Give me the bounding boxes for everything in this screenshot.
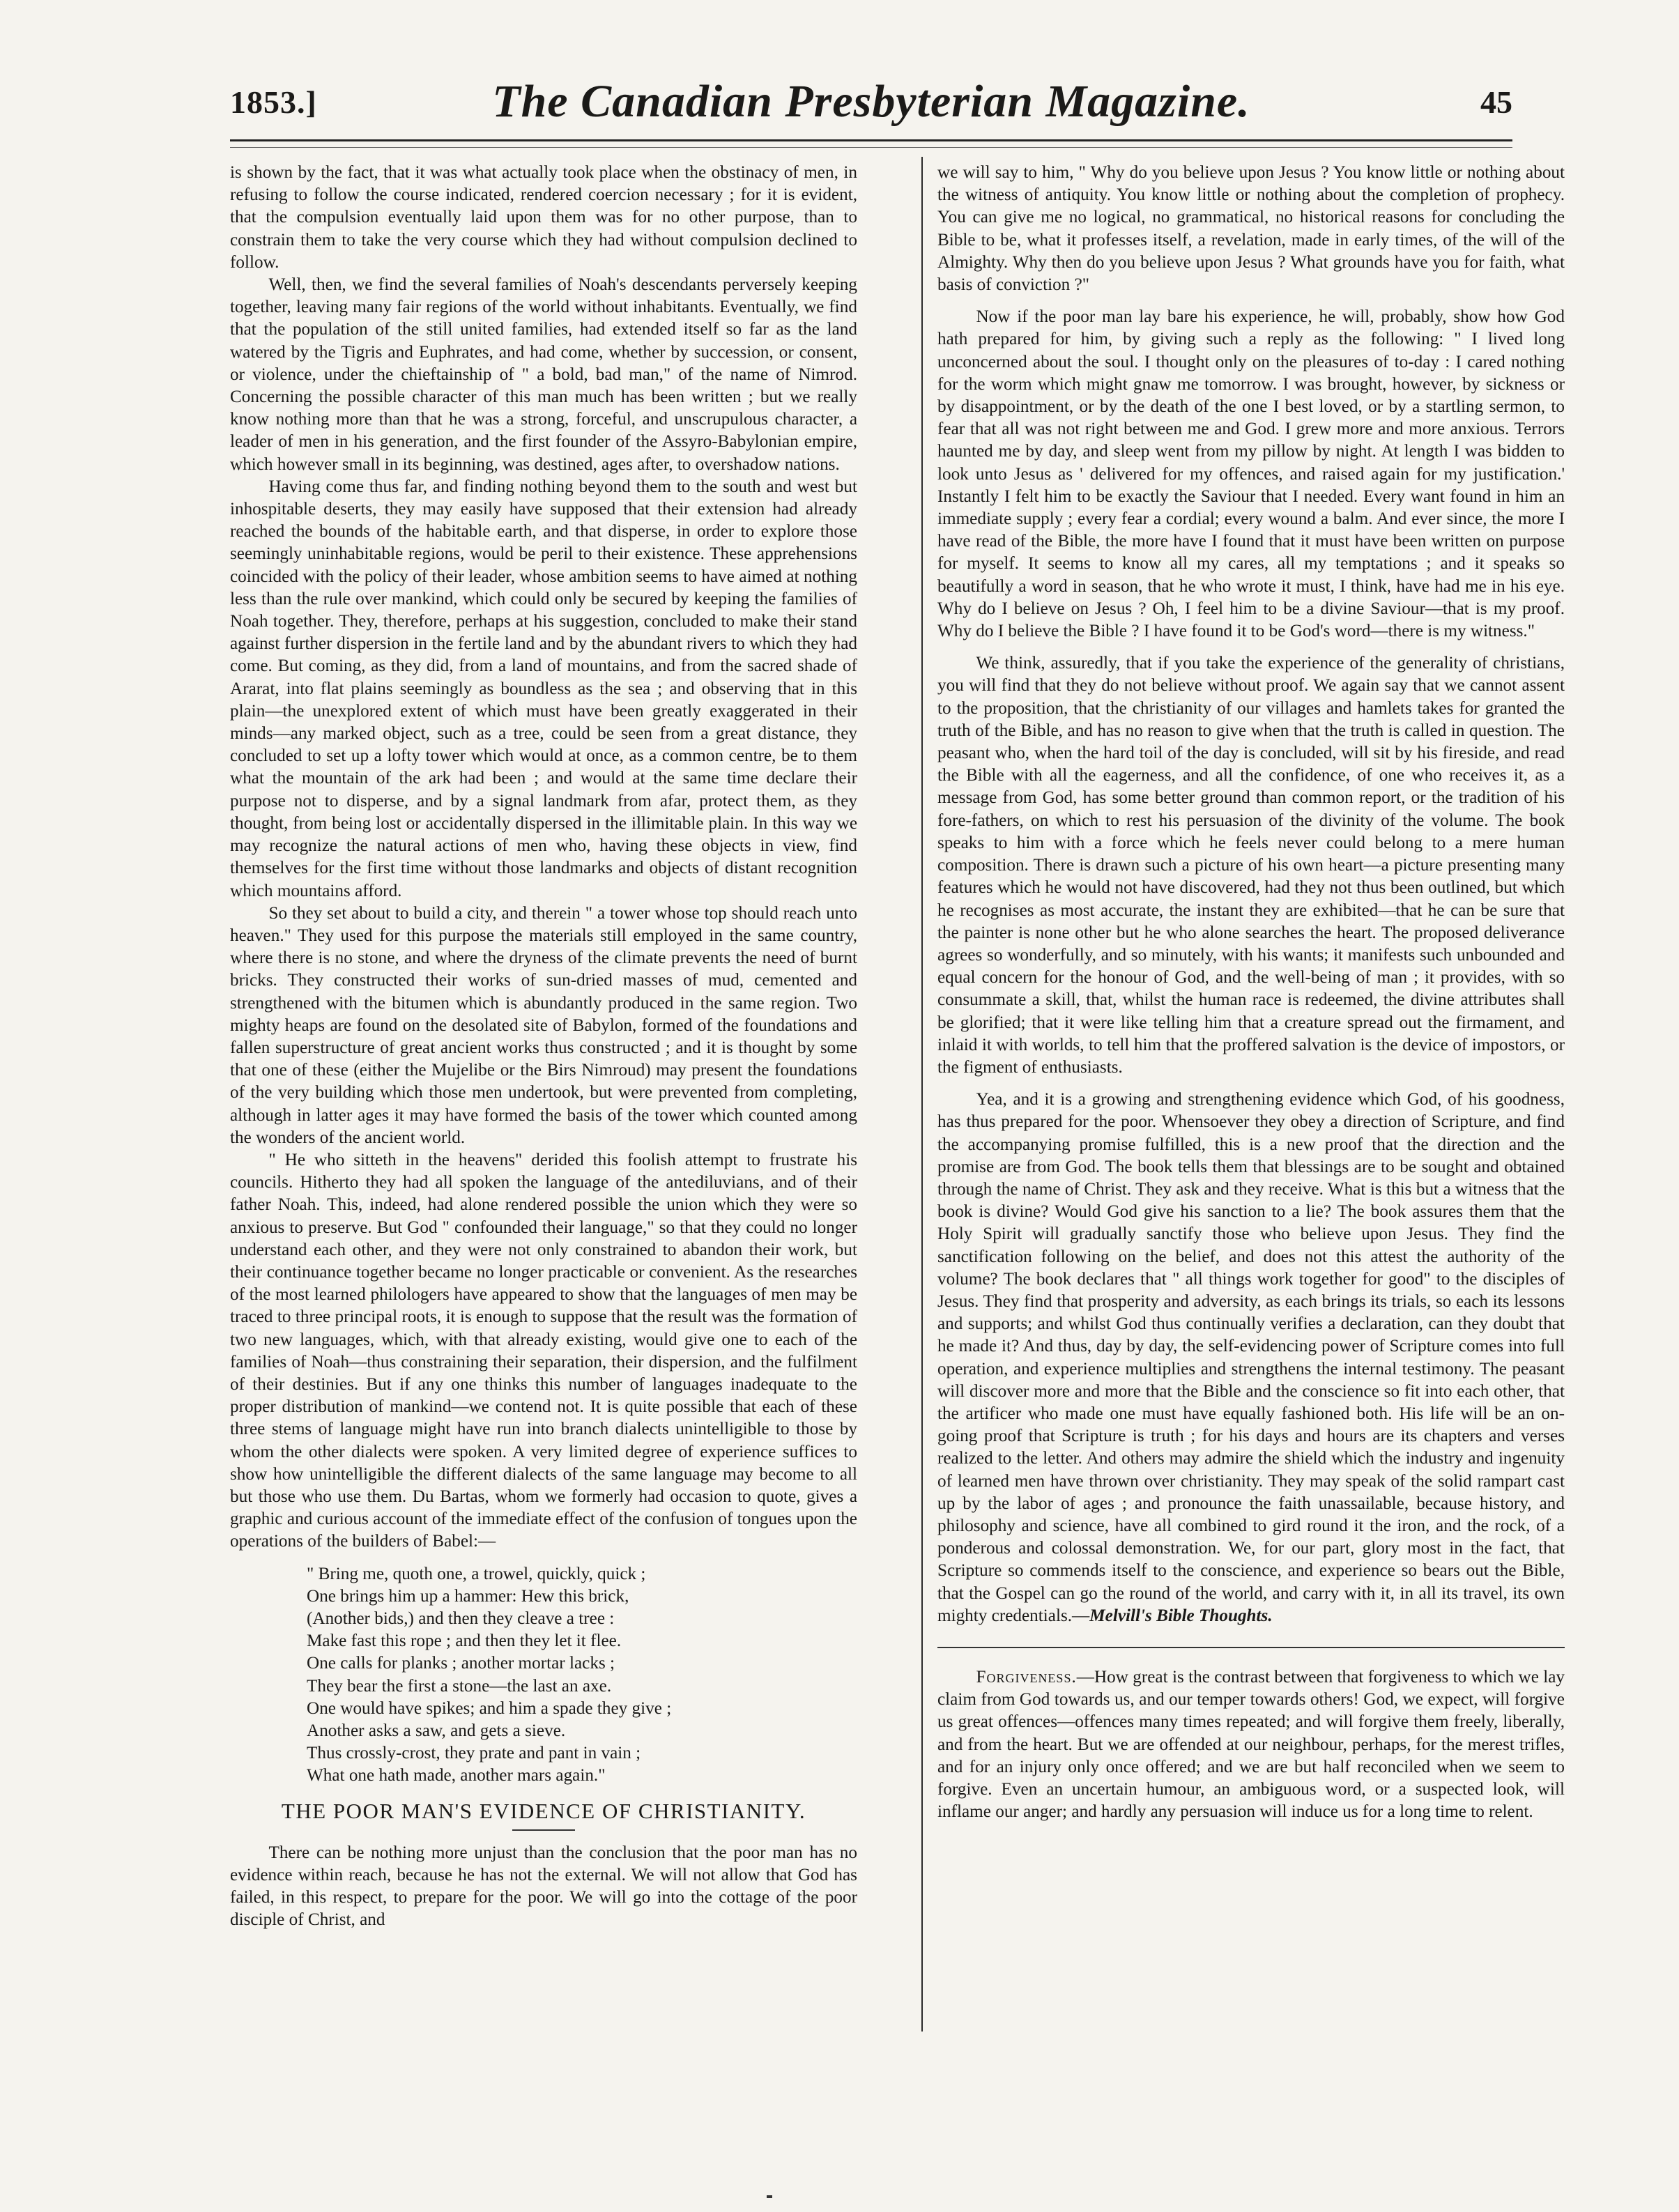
poem-line: Make fast this rope ; and then they let it flee. [307,1631,622,1651]
poem-line: " Bring me, quoth one, a trowel, quickly, quick ; [307,1564,646,1583]
left-column [230,162,857,1932]
right-column [937,162,1565,1823]
poem-line: Thus crossly-crost, they prate and pant in vain ; [307,1744,641,1763]
column-divider [921,157,923,2031]
poem-line: One would have spikes; and him a spade they give ; [307,1698,672,1718]
poem-line: Another asks a saw, and gets a sieve. [307,1721,566,1741]
paragraph: " He who sitteth in the heavens" derided this foolish attempt to frustrate his councils. Hitherto they had all spoken the language of the antediluvians, and of their father Noah. This, indeed, had alone rendered possible the union which they were so anxious to preserve. But God " confounded their language," so that they could no longer understand each other, and they were not only constrained to abandon their work, but their continuance together became no longer practicable or convenient. As the researches of the most learned philologers have appeared to show that the languages of men may be traced to three principal roots, it is enough to suppose that the result was the formation of two new languages, which, with that already existing, would give one to each of the families of Noah—thus constraining their separation, their dispersion, and the fulfilment of their destinies. But if any one thinks this number of languages inadequate to the proper distribution of mankind—we contend not. It is quite possible that each of these three stems of language might have run into branch dialects unintelligible to those by whom the other dialects were spoken. A very limited degree of experience suffices to show how unintelligible the different dialects of the same language may become to all but those who use them. Du Bartas, whom we formerly had occasion to quote, gives a graphic and curious account of the immediate effect of the confusion of tongues upon the operations of the builders of Babel:— [230,1150,857,1551]
paragraph: So they set about to build a city, and therein " a tower whose top should reach unto heaven." They used for this purpose the materials still employed in the same country, where there is no stone, and where the dryness of the climate prevents the need of burnt bricks. They constructed their works of sun-dried masses of mud, cemented and strengthened with the bitumen which is abundantly produced in the same region. Two mighty heaps are found on the desolated site of Babylon, formed of the foundations and fallen superstructure of great ancient works thus constructed ; and it is thought by some that one of these (either the Mujelibe or the Birs Nimroud) may present the foundations of the very building which those men undertook, but were prevented from completing, although in latter ages it may have formed the basis of the tower which counted among the wonders of the ancient world. [230,903,857,1147]
paragraph: we will say to him, " Why do you believe upon Jesus ? You know little or nothing about the witness of antiquity. You know little or nothing about the completion of prophecy. You can give me no logical, no grammatical, no historical reasons for concluding the Bible to be, what it professes itself, a revelation, made in early times, of the will of the Almighty. Why then do you believe upon Jesus ? What grounds have you for faith, what basis of conviction ?" [937,163,1565,295]
header-year: 1853.] [230,84,317,120]
poem-line: (Another bids,) and then they cleave a tree : [307,1609,615,1628]
running-head [230,70,1512,139]
forgiveness-text: —How great is the contrast between that forgiveness to which we lay claim from God towards us, and our temper towards others! God, we expect, will forgive us great offences—offences many times repeated; and will forgive them freely, liberally, and from the heart. But we are offended at our neighbour, perhaps, for the merest trifles, and for an injury only once offered; and we are but half reconciled when we seem to forgive. Even an uncertain humour, an ambiguous word, or a suspected look, will inflame our anger; and hardly any persuasion will induce us for a long time to relent. [937,1668,1565,1822]
magazine-title: The Canadian Presbyterian Magazine. [492,76,1250,127]
poem-quotation [230,1563,857,1788]
paragraph: There can be nothing more unjust than the conclusion that the poor man has no evidence within reach, because he has not the external. We will not allow that God has failed, in this respect, to prepare for the poor. We will go into the cottage of the poor disciple of Christ, and [230,1843,857,1930]
article-title: THE POOR MAN'S EVIDENCE OF CHRISTIANITY. [281,1798,806,1823]
poem-line: What one hath made, another mars again." [307,1766,606,1785]
paragraph: We think, assuredly, that if you take the experience of the generality of christians, you will find that they do not believe without proof. We again say that we cannot assent to the proposition, that the christianity of our villages and hamlets takes for granted the truth of the Bible, and has no reason to give when that the truth is called in question. The peasant who, when the hard toil of the day is concluded, will sit by his fireside, and read the Bible with all the eagerness, and all the confidence, of one who receives it, as a message from God, has some better ground than common report, or the tradition of his fore-fathers, on which to rest his persuasion of the divinity of the volume. The book speaks to him with a force which he feels never could belong to a mere human composition. There is drawn such a picture of his own heart—a picture presenting many features which he would not have discovered, had they not thus been outlined, but which he recognises as most accurate, the instant they are exhibited—that he can be sure that the painter is none other but he who alone searches the heart. The proposed deliverance agrees so wonderfully, and so minutely, with his wants; it manifests such unbounded and equal concern for the honour of God, and the well-being of man ; it provides, with so consummate a skill, that, whilst the human race is redeemed, the divine attributes shall be glorified; that it were like telling him that a creature spread out the firmament, and inlaid it with worlds, to tell him that the proffered salvation is the device of impostors, or the figment of enthusiasts. [937,654,1565,1077]
footer-mark [767,2195,772,2198]
forgiveness-heading: Forgiveness. [976,1668,1077,1687]
attribution: Melvill's Bible Thoughts. [1089,1606,1273,1625]
page-number: 45 [1480,84,1512,120]
poem-line: One calls for planks ; another mortar lacks ; [307,1654,615,1673]
paragraph: Now if the poor man lay bare his experience, he will, probably, show how God hath prepared for him, by giving such a reply as the following: " I lived long unconcerned about the soul. I thought only on the pleasures of to-day : I cared nothing for the worm which might gnaw me tomorrow. I was brought, however, by sickness or by disappointment, or by the death of the one I best loved, or by a startling sermon, to fear that all was not right between me and God. I grew more and more anxious. Terrors haunted me by day, and sleep went from my pillow by night. At length I was bidden to look unto Jesus as ' delivered for my offences, and raised again for my justification.' Instantly I felt him to be exactly the Saviour that I needed. Every want found in him an immediate supply ; every fear a cordial; every wound a balm. And ever since, the more I have read of the Bible, the more have I found that it must have been written on purpose for myself. It seems to know all my cares, all my temptations ; and it speaks so beautifully a word in season, that he who wrote it must, I think, have had me in his eye. Why do I believe on Jesus ? Oh, I feel him to be a divine Saviour—that is my proof. Why do I believe the Bible ? I have found it to be God's word—there is my witness." [937,307,1565,641]
paragraph [937,1089,1565,1627]
poem-line: They bear the first a stone—the last an axe. [307,1676,612,1696]
paragraph-text: Yea, and it is a growing and strengthening evidence which God, of his goodness, has thus prepared for the poor. Whensoever they obey a direction of Scripture, and find the accompanying promise fulfilled, this is a new proof that the direction and the promise are from God. The book tells them that blessings are to be sought and obtained through the name of Christ. They ask and they receive. What is this but a witness that the book is divine? Would God give his sanction to a lie? The book assures them that the Holy Spirit will gradually sanctify those who believe upon Jesus. They find the sanctification following on the belief, and does not this attest the authority of the volume? The book declares that " all things work together for good" to the disciples of Jesus. They find that prosperity and adversity, as each brings its trials, so each its lessons and supports; and whilst God thus continually verifies a declaration, can they doubt that he made it? And thus, day by day, the self-evidencing power of Scripture comes into full operation, and experience multiplies and strengthens the internal testimony. The peasant will discover more and more that the Bible and the conscience so fit into each other, that the artificer who made one must have equally fashioned both. His life will be an on-going proof that Scripture is truth ; for his days and hours are its chapters and verses realized to the letter. And others may admire the shield which the industry and ingenuity of learned men have thrown over christianity. They may speak of the solid rampart cast up by the labor of ages ; and pronounce the faith unassailable, because history, and philosophy and science, have all combined to gird round it the iron, and the rock, of a ponderous and colossal demonstration. We, for our part, glory most in the fact, that Scripture so commends itself to the conscience, and experience so bears out the Bible, that the Gospel can go the round of the world, and carry with it, in all its travel, its own mighty credentials.— [937,1090,1565,1625]
paragraph: Well, then, we find the several families of Noah's descendants perversely keeping together, leaving many fair regions of the world without inhabitants. Eventually, we find that the population of the still united families, had extended itself so far as the land watered by the Tigris and Euphrates, and had come, whether by succession, or consent, or violence, under the chieftainship of " a bold, bad man," of the name of Nimrod. Concerning the possible character of this man much has been written ; but we really know nothing more than that he was a strong, forceful, and unscrupulous character, a leader of men in his generation, and the first founder of the Assyro-Babylonian empire, which however small in its beginning, was destined, ages after, to overshadow nations. [230,275,857,474]
header-rule [230,139,1512,148]
paragraph: Having come thus far, and finding nothing beyond them to the south and west but inhospitable deserts, they may easily have supposed that their extension had already reached the bounds of the habitable earth, and that disperse, in order to explore those seemingly uninhabitable regions, would be peril to their existence. These apprehensions coincided with the policy of their leader, whose ambition seems to have aimed at nothing less than the rule over mankind, which could only be secured by keeping the families of Noah together. They, therefore, perhaps at his suggestion, concluded to make their stand against further dispersion in the fertile land and by the abundant rivers to which they had come. But coming, as they did, from a land of mountains, and from the sacred shade of Ararat, into flat plains seemingly as boundless as the sea ; and observing that in this plain—the unexplored extent of which must have been greatly exaggerated in their minds—any marked object, such as a tree, could be seen from a great distance, they concluded to set up a lofty tower which would at once, as a common centre, be to them what the mountain of the ark had been ; and would at the same time declare their purpose not to disperse, and by a signal landmark from afar, protect them, as they thought, from being lost or accidentally dispersed in the illimitable plain. In this way we may recognize the natural actions of men who, having these objects in view, find themselves for the first time without those landmarks and objects of distant recognition which mountains afford. [230,477,857,900]
title-rule [512,1829,575,1831]
paragraph: is shown by the fact, that it was what actually took place when the obstinacy of men, in refusing to follow the course indicated, rendered coercion necessary ; for it is evident, that the compulsion eventually laid upon them was for no other purpose, than to constrain them to take the very course which they had without compulsion declined to follow. [230,163,857,272]
section-rule [937,1647,1565,1648]
poem-line: One brings him up a hammer: Hew this brick, [307,1586,629,1606]
forgiveness-paragraph [937,1666,1565,1823]
